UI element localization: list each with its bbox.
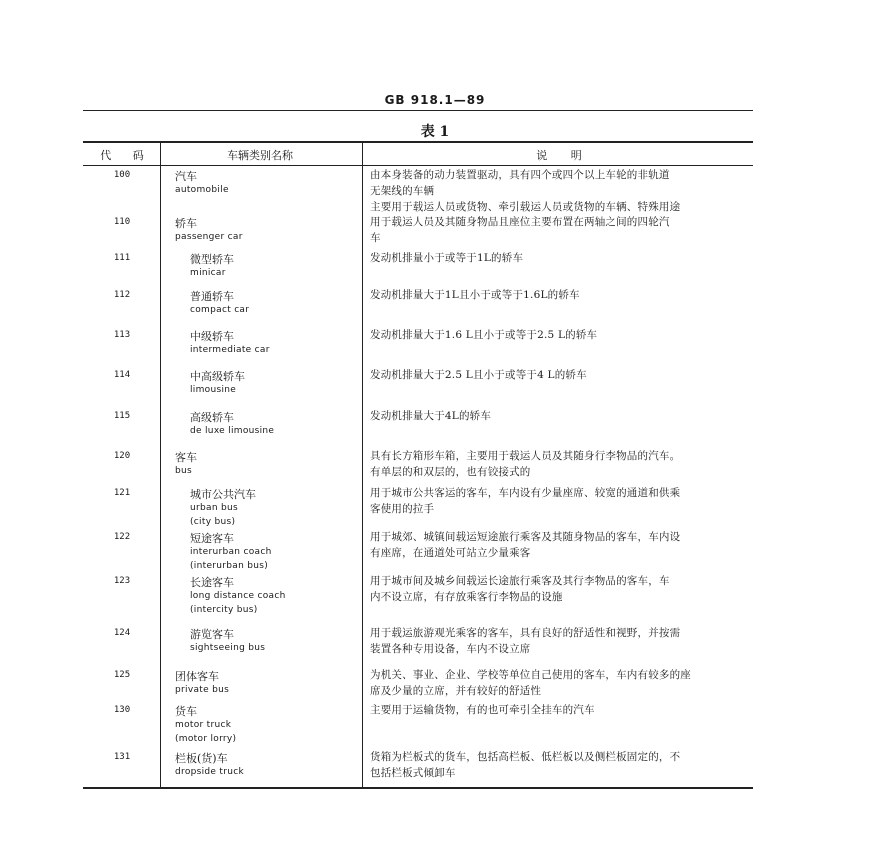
row-description-line: 为机关、事业、企业、学校等单位自己使用的客车，车内有较多的座 [370, 669, 691, 681]
table-top-rule [83, 141, 753, 143]
row-name-en: minicar [190, 268, 226, 278]
row-description-line: 发动机排量小于或等于1L的轿车 [370, 252, 524, 264]
row-name-zh: 栏板(货)车 [175, 752, 228, 765]
row-description-line: 发动机排量大于1L且小于或等于1.6L的轿车 [370, 289, 580, 301]
row-code: 125 [113, 670, 131, 680]
row-name-en: long distance coach [190, 591, 286, 601]
row-code: 130 [113, 705, 131, 715]
row-name-zh: 微型轿车 [190, 253, 234, 266]
row-name-en: (intercity bus) [190, 605, 258, 615]
row-description-line: 主要用于运输货物，有的也可牵引全挂车的汽车 [370, 704, 595, 716]
row-name-zh: 高级轿车 [190, 411, 234, 424]
row-description-line: 包括栏板式倾卸车 [370, 767, 456, 779]
row-description-line: 客使用的拉手 [370, 503, 435, 515]
row-name-en: intermediate car [190, 345, 270, 355]
row-name-en: motor truck [175, 720, 232, 730]
row-code: 100 [113, 170, 131, 180]
row-name-en: dropside truck [175, 767, 245, 777]
row-description-line: 有座席，在通道处可站立少量乘客 [370, 547, 531, 559]
row-description-line: 车 [370, 232, 381, 244]
row-description-line: 发动机排量大于2.5 L且小于或等于4 L的轿车 [370, 369, 587, 381]
column-header-description: 说 明 [536, 149, 582, 162]
table-head-rule [83, 165, 753, 166]
row-code: 124 [113, 628, 131, 638]
row-name-en: (city bus) [190, 517, 236, 527]
table-bottom-rule [83, 787, 753, 789]
row-name-zh: 城市公共汽车 [190, 488, 256, 501]
row-name-zh: 轿车 [175, 217, 197, 230]
row-description-line: 用于载运人员及其随身物品且座位主要布置在两轴之间的四轮汽 [370, 216, 670, 228]
row-name-en: compact car [190, 305, 250, 315]
row-name-en: private bus [175, 685, 230, 695]
row-name-zh: 货车 [175, 705, 197, 718]
row-name-zh: 游览客车 [190, 628, 234, 641]
row-name-zh: 长途客车 [190, 576, 234, 589]
row-description-line: 主要用于载运人员或货物、牵引载运人员或货物的车辆、特殊用途 [370, 201, 681, 213]
row-description-line: 发动机排量大于4L的轿车 [370, 410, 492, 422]
column-header-code: 代 码 [100, 149, 144, 162]
row-name-zh: 汽车 [175, 170, 197, 183]
standard-header: GB 918.1—89 [384, 93, 486, 107]
row-description-line: 无架线的车辆 [370, 185, 435, 197]
row-code: 115 [113, 411, 131, 421]
row-description-line: 用于城市间及城乡间载运长途旅行乘客及其行李物品的客车，车 [370, 575, 670, 587]
row-description-line: 装置各种专用设备，车内不设立席 [370, 643, 531, 655]
column-header-name: 车辆类别名称 [227, 149, 293, 162]
row-code: 111 [113, 253, 131, 263]
row-name-en: (interurban bus) [190, 561, 269, 571]
row-name-en: sightseeing bus [190, 643, 266, 653]
row-name-zh: 团体客车 [175, 670, 219, 683]
row-description-line: 由本身装备的动力装置驱动，具有四个或四个以上车轮的非轨道 [370, 169, 670, 181]
row-name-en: limousine [190, 385, 237, 395]
row-description-line: 有单层的和双层的，也有铰接式的 [370, 466, 531, 478]
row-name-en: bus [175, 466, 193, 476]
row-description-line: 具有长方箱形车箱，主要用于载运人员及其随身行李物品的汽车。 [370, 450, 681, 462]
row-code: 113 [113, 330, 131, 340]
row-name-en: de luxe limousine [190, 426, 275, 436]
row-code: 131 [113, 752, 131, 762]
row-code: 123 [113, 576, 131, 586]
row-name-en: passenger car [175, 232, 243, 242]
row-description-line: 内不设立席，有存放乘客行李物品的设施 [370, 591, 563, 603]
row-name-zh: 中高级轿车 [190, 370, 245, 383]
header-rule [83, 110, 753, 111]
row-name-zh: 中级轿车 [190, 330, 234, 343]
row-code: 122 [113, 532, 131, 542]
row-name-zh: 短途客车 [190, 532, 234, 545]
row-code: 121 [113, 488, 131, 498]
row-description-line: 货箱为栏板式的货车，包括高栏板、低栏板以及侧栏板固定的，不 [370, 751, 681, 763]
row-name-en: urban bus [190, 503, 239, 513]
row-name-zh: 普通轿车 [190, 290, 234, 303]
row-name-zh: 客车 [175, 451, 197, 464]
row-code: 114 [113, 370, 131, 380]
row-code: 112 [113, 290, 131, 300]
row-description-line: 用于城市公共客运的客车，车内设有少量座席、较宽的通道和供乘 [370, 487, 681, 499]
column-divider-code [160, 141, 161, 787]
row-description-line: 席及少量的立席，并有较好的舒适性 [370, 685, 542, 697]
row-code: 120 [113, 451, 131, 461]
row-name-en: (motor lorry) [175, 734, 237, 744]
row-description-line: 发动机排量大于1.6 L且小于或等于2.5 L的轿车 [370, 329, 598, 341]
row-description-line: 用于载运旅游观光乘客的客车，具有良好的舒适性和视野，并按需 [370, 627, 681, 639]
column-divider-name [362, 141, 363, 787]
row-name-en: automobile [175, 185, 229, 195]
row-name-en: interurban coach [190, 547, 272, 557]
row-code: 110 [113, 217, 131, 227]
table-title: 表 1 [420, 124, 450, 140]
row-description-line: 用于城郊、城镇间载运短途旅行乘客及其随身物品的客车，车内设 [370, 531, 681, 543]
